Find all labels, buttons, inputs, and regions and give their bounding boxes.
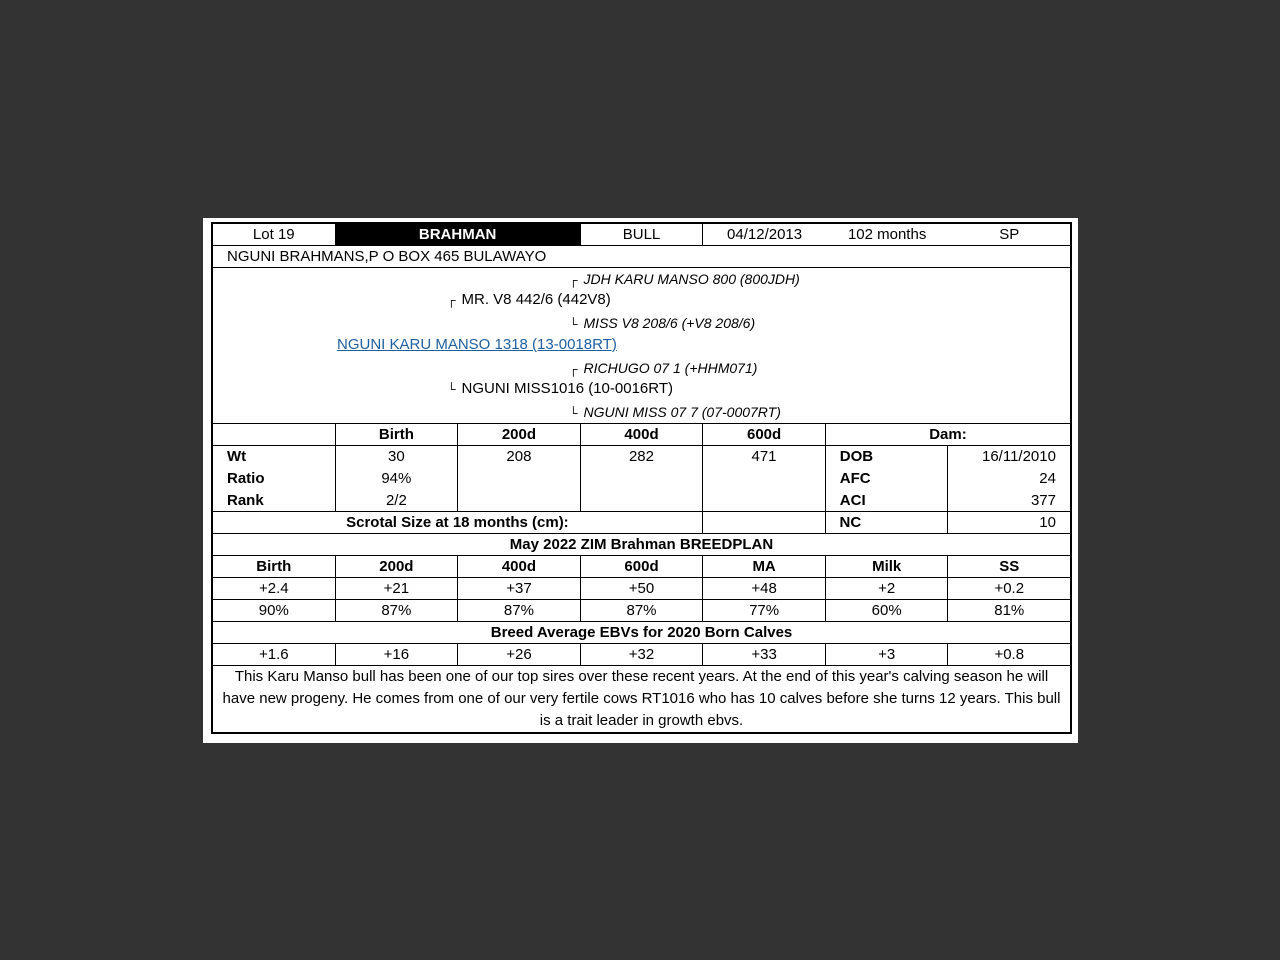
weight-value: 2/2	[336, 490, 459, 511]
weights-header-row	[213, 424, 1070, 446]
ebv-col-header: Birth	[213, 556, 336, 577]
breed-average-value: +26	[458, 644, 581, 665]
owner-row	[213, 246, 1070, 268]
pedigree-dam-sire: ┌ RICHUGO 07 1 (+HHM071)	[569, 360, 758, 376]
breed-average-value: +1.6	[213, 644, 336, 665]
pedigree	[213, 268, 1070, 424]
ebv-value: +0.2	[994, 580, 1025, 597]
weights-row-rank	[213, 490, 1070, 512]
ebv-value: +50	[581, 578, 704, 599]
weight-value: 30	[336, 446, 459, 468]
breed-average-title: Breed Average EBVs for 2020 Born Calves	[490, 624, 793, 641]
bracket-down-icon: └	[447, 382, 456, 396]
ebv-value: +21	[336, 578, 459, 599]
bracket-up-icon: ┌	[447, 293, 456, 307]
age: 102 months	[847, 226, 927, 243]
row-label: Ratio	[213, 468, 336, 490]
weights-corner	[213, 424, 336, 445]
weight-value: 282	[581, 446, 704, 468]
ebv-col-header: 200d	[336, 556, 459, 577]
ebv-value: +2.4	[213, 578, 336, 599]
accuracy-row	[213, 600, 1070, 622]
row-label: Wt	[213, 446, 336, 468]
dam-title: Dam:	[929, 426, 967, 443]
weight-value	[458, 490, 581, 511]
dam-value: 16/11/2010	[982, 448, 1056, 465]
dam-value: 24	[1039, 470, 1056, 487]
header-row	[213, 224, 1070, 246]
dam-label: NC	[826, 512, 949, 533]
weight-value	[581, 468, 704, 490]
breedplan-header-row	[213, 556, 1070, 578]
weights-col-header: Birth	[336, 424, 459, 445]
accuracy-value: 81%	[994, 602, 1025, 619]
dam-value: 10	[1039, 514, 1056, 531]
breed-average-row	[213, 644, 1070, 666]
sex: BULL	[581, 224, 704, 245]
lot-card	[203, 218, 1078, 743]
weights-row-ratio	[213, 468, 1070, 490]
ebv-col-header: MA	[703, 556, 826, 577]
dam-label: ACI	[826, 490, 949, 511]
breed-average-value: +3	[826, 644, 949, 665]
lot-number: Lot 19	[213, 224, 336, 245]
ebv-value: +2	[826, 578, 949, 599]
breedplan-title: May 2022 ZIM Brahman BREEDPLAN	[509, 536, 774, 553]
bracket-up-icon: ┌	[569, 362, 578, 376]
breed-average-value: +0.8	[994, 646, 1025, 663]
ebv-value: +48	[703, 578, 826, 599]
dam-label: DOB	[826, 446, 949, 468]
pedigree-dam: └ NGUNI MISS1016 (10-0016RT)	[447, 380, 673, 397]
weights-col-header: 600d	[703, 424, 826, 445]
pedigree-sire-dam: └ MISS V8 208/6 (+V8 208/6)	[569, 315, 756, 331]
pedigree-subject-link[interactable]: NGUNI KARU MANSO 1318 (13-0018RT)	[337, 336, 617, 353]
scrotal-value	[703, 512, 826, 533]
breedplan-title-row	[213, 534, 1070, 556]
pedigree-sire: ┌ MR. V8 442/6 (442V8)	[447, 291, 611, 308]
weight-value	[703, 490, 826, 511]
ebv-col-header: 400d	[458, 556, 581, 577]
bracket-down-icon: └	[569, 317, 578, 331]
lot-sheet	[211, 222, 1072, 734]
owner: NGUNI BRAHMANS,P O BOX 465 BULAWAYO	[227, 248, 547, 265]
weights-col-header: 400d	[581, 424, 704, 445]
bracket-up-icon: ┌	[569, 273, 578, 287]
ebv-col-header: SS	[999, 558, 1020, 575]
bracket-down-icon: └	[569, 406, 578, 420]
status: SP	[999, 226, 1020, 243]
accuracy-value: 77%	[703, 600, 826, 621]
weight-value: 94%	[336, 468, 459, 490]
accuracy-value: 87%	[336, 600, 459, 621]
accuracy-value: 87%	[581, 600, 704, 621]
lot-comment: This Karu Manso bull has been one of our top sires over these recent years. At the end of this year's calving season he will have new progeny. He comes from one of our very fertile cows RT1016 who has 10 calves before she turns 12 years. This bull is a trait leader in growth ebvs.	[222, 668, 1061, 729]
accuracy-value: 90%	[213, 600, 336, 621]
breed-average-value: +33	[703, 644, 826, 665]
dam-value: 377	[1030, 492, 1056, 509]
weight-value	[458, 468, 581, 490]
scrotal-row	[213, 512, 1070, 534]
ebv-value: +37	[458, 578, 581, 599]
birth-date: 04/12/2013	[727, 226, 803, 243]
breed-average-value: +32	[581, 644, 704, 665]
breed-average-title-row	[213, 622, 1070, 644]
weight-value	[581, 490, 704, 511]
ebv-row	[213, 578, 1070, 600]
ebv-col-header: 600d	[581, 556, 704, 577]
weight-value: 471	[703, 446, 826, 468]
breed-badge: BRAHMAN	[336, 224, 581, 245]
ebv-col-header: Milk	[826, 556, 949, 577]
weight-value: 208	[458, 446, 581, 468]
pedigree-sire-sire: ┌ JDH KARU MANSO 800 (800JDH)	[569, 271, 800, 287]
weight-value	[703, 468, 826, 490]
breed-average-value: +16	[336, 644, 459, 665]
row-label: Rank	[213, 490, 336, 511]
weights-row-wt	[213, 446, 1070, 468]
dam-label: AFC	[826, 468, 949, 490]
accuracy-value: 87%	[458, 600, 581, 621]
accuracy-value: 60%	[826, 600, 949, 621]
scrotal-label: Scrotal Size at 18 months (cm):	[213, 512, 703, 533]
weights-col-header: 200d	[458, 424, 581, 445]
pedigree-dam-dam: └ NGUNI MISS 07 7 (07-0007RT)	[569, 404, 781, 420]
